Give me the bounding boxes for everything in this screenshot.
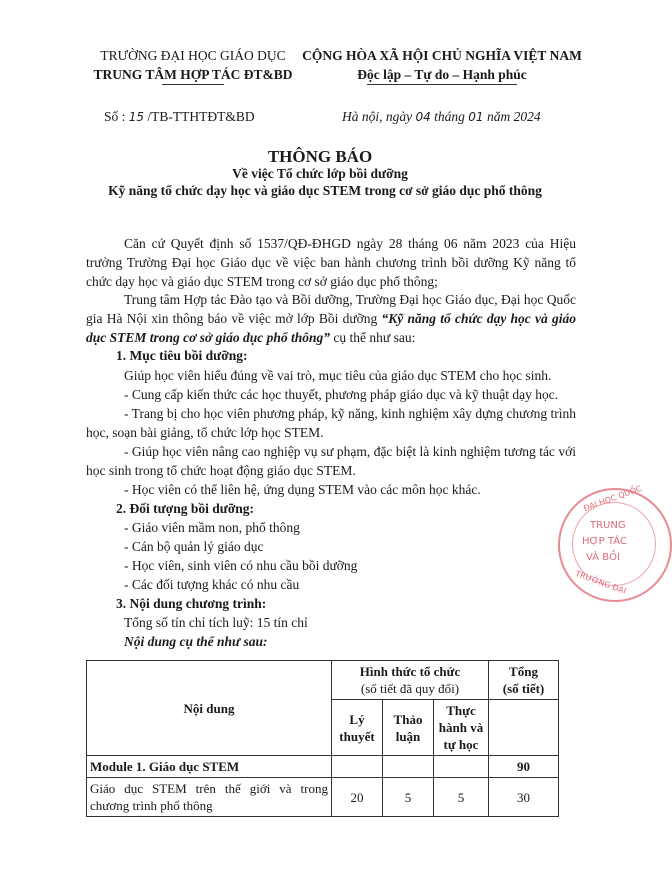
section-3-title: 3. Nội dung chương trình: [116,596,267,611]
stamp-line3: VÀ BỒI [586,552,620,563]
ref-number-handwritten: 15 [128,110,145,124]
ref-suffix: /TB-TTHTĐT&BD [147,109,255,124]
th-discuss: Thảo luận [383,700,434,756]
row1-theory [332,756,383,778]
row1-discuss [383,756,434,778]
row1-practice [434,756,489,778]
stamp-line1: TRUNG [590,520,626,531]
ref-number [104,108,255,127]
date-month-label: tháng [434,109,465,124]
nation-line2: Độc lập – Tự do – Hạnh phúc [357,67,527,82]
th-total-empty [489,700,559,756]
stamp-line2: HỢP TÁC [582,536,627,547]
nation-block [292,46,592,85]
paragraph-legal-basis: Căn cứ Quyết định số 1537/QĐ-ĐHGD ngày 28 tháng 06 năm 2023 của Hiệu trưởng Trường Đại học Giáo dục về việc ban hành chương trình bồi dưỡng Kỹ năng tổ chức dạy học và giáo dục STEM trong cơ sở giáo dục phổ thông; [86,236,576,289]
section-2-title: 2. Đối tượng bồi dưỡng: [116,501,255,516]
org-block [86,46,300,85]
doc-subtitle-2: Kỹ năng tổ chức dạy học và giáo dục STEM trong cơ sở giáo dục phổ thông [108,183,542,198]
row2-content: Giáo dục STEM trên thế giới và trong chương trình phổ thông [87,778,332,817]
doc-subtitle-1: Về việc Tổ chức lớp bồi dưỡng [232,166,408,181]
row1-content: Module 1. Giáo dục STEM [87,756,332,778]
paragraph-announcement [86,290,576,347]
row2-practice: 5 [434,778,489,817]
s1-item-5: - Học viên có thể liên hệ, ứng dụng STEM vào các môn học khác. [124,482,481,497]
row2-theory: 20 [332,778,383,817]
th-total [489,661,559,700]
ref-date [342,108,541,127]
announce-tail: cụ thể như sau: [330,330,416,345]
official-stamp [558,483,672,602]
row2-total: 30 [489,778,559,817]
s1-item-1: Giúp học viên hiểu đúng về vai trò, mục tiêu của giáo dục STEM cho học sinh. [124,368,552,383]
row2-discuss: 5 [383,778,434,817]
th-form [332,661,489,700]
th-practice: Thực hành và tự học [434,700,489,756]
th-total-sub: (số tiết) [502,681,545,696]
course-name: “Kỹ năng tổ chức dạy học và giáo dục STEM trong cơ sở giáo dục phổ thông” [86,311,577,345]
s2-item-3: - Học viên, sinh viên có nhu cầu bồi dưỡng [124,558,358,573]
org-line1: TRƯỜNG ĐẠI HỌC GIÁO DỤC [100,48,286,63]
s2-item-2: - Cán bộ quản lý giáo dục [124,539,264,554]
announce-text: Trung tâm Hợp tác Đào tạo và Bồi dưỡng, Trường Đại học Giáo dục, Đại học Quốc gia Hà Nội xin thông báo về việc mở lớp Bồi dưỡng [86,292,576,326]
nation-line1: CỘNG HÒA XÃ HỘI CHỦ NGHĨA VIỆT NAM [302,48,582,63]
th-form-label: Hình thức tổ chức [359,664,461,679]
s3-total: Tổng số tín chỉ tích luỹ: 15 tín chỉ [124,615,308,630]
s1-item-4: - Giúp học viên nâng cao nghiệp vụ sư phạm, đặc biệt là kinh nghiệm tương tác với học sinh trong tổ chức hoạt động giáo dục STEM. [86,444,576,478]
date-month-handwritten: 01 [468,110,484,124]
ref-prefix: Số : [104,109,126,124]
section-1-title: 1. Mục tiêu bồi dưỡng: [116,348,248,363]
table-row [87,778,559,817]
date-year: năm 2024 [486,109,541,124]
th-theory: Lý thuyết [332,700,383,756]
th-total-label: Tổng [509,664,538,679]
date-prefix: Hà nội, ngày [342,109,413,124]
org-line2: TRUNG TÂM HỢP TÁC ĐT&BD [93,67,293,82]
s2-item-4: - Các đối tượng khác có nhu cầu [124,577,300,592]
th-form-sub: (số tiết đã quy đổi) [360,681,460,696]
date-day-handwritten: 04 [415,110,431,124]
program-table [86,660,559,817]
stamp-bottom-text: TRƯỜNG ĐẠI [574,569,628,596]
s1-item-3: - Trang bị cho học viên phương pháp, kỹ năng, kinh nghiệm xây dựng chương trình học, soạn bài giảng, tổ chức lớp học STEM. [86,406,576,440]
row1-total: 90 [489,756,559,778]
table-row [87,756,559,778]
stamp-ring-text: ĐẠI HỌC QUỐC [582,483,643,514]
th-content: Nội dung [87,661,332,756]
org-underline [162,84,224,85]
doc-title: THÔNG BÁO [267,147,373,166]
nation-underline [367,84,517,85]
s3-detail: Nội dung cụ thể như sau: [124,634,268,649]
s1-item-2: - Cung cấp kiến thức các học thuyết, phương pháp giáo dục và kỹ thuật dạy học. [124,387,559,402]
s2-item-1: - Giáo viên mầm non, phổ thông [124,520,300,535]
